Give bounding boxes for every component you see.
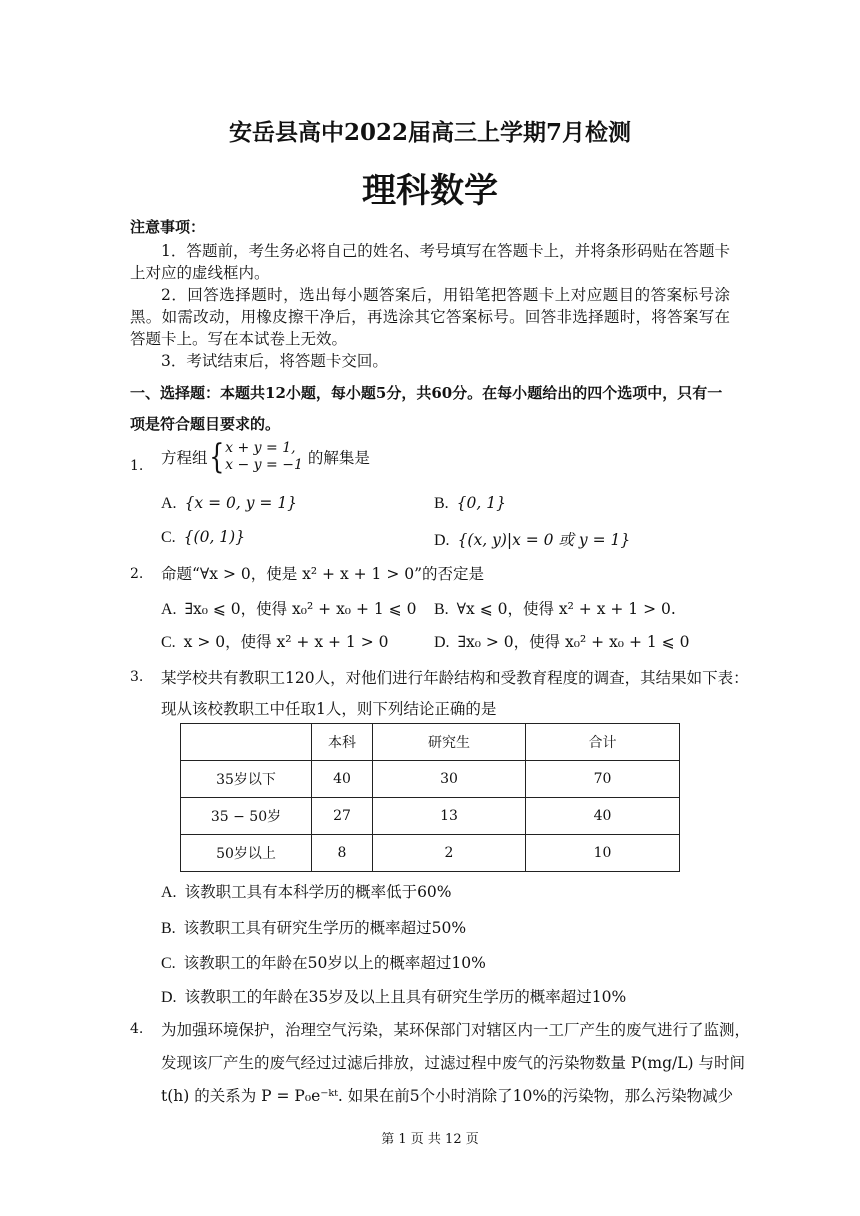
table-row	[181, 798, 680, 835]
option-b[interactable]: B. ∀x ⩽ 0，使得 x² + x + 1 > 0.	[434, 600, 676, 618]
notes-heading: 注意事项：	[130, 218, 206, 236]
table-header-row	[181, 724, 680, 761]
question-4-line1: 为加强环境保护，治理空气污染，某环保部门对辖区内一工厂产生的废气进行了监测，	[161, 1021, 751, 1039]
option-d[interactable]: D. 该教职工的年龄在35岁及以上且具有研究生学历的概率超过10%	[161, 988, 627, 1006]
table-cell: 50岁以上	[181, 835, 312, 872]
table-cell: 合计	[526, 724, 680, 761]
table-cell: 35岁以下	[181, 761, 312, 798]
question-4-line3: t(h) 的关系为 P = P₀e⁻ᵏᵗ. 如果在前5个小时消除了10%的污染物，那么污染物减少	[161, 1087, 734, 1105]
page-footer: 第 1 页 共 12 页	[381, 1132, 479, 1147]
option-c[interactable]: C. {(0, 1)}	[161, 528, 246, 546]
table-row	[181, 761, 680, 798]
question-2-stem: 命题“∀x > 0，使是 x² + x + 1 > 0”的否定是	[161, 565, 485, 583]
note-item-2: 2．回答选择题时，选出每小题答案后，用铅笔把答题卡上对应题目的答案标号涂黑。如需改动，用橡皮擦干净后，再选涂其它答案标号。回答非选择题时，将答案写在答题卡上。写在本试卷上无效。	[130, 286, 730, 348]
survey-table	[180, 723, 680, 872]
table-row	[181, 835, 680, 872]
option-d[interactable]: D. ∃x₀ > 0，使得 x₀² + x₀ + 1 ⩽ 0	[434, 633, 690, 651]
question-number: 2.	[130, 566, 144, 582]
table-cell	[181, 724, 312, 761]
table-cell: 10	[526, 835, 680, 872]
option-c[interactable]: C. x > 0，使得 x² + x + 1 > 0	[161, 633, 389, 651]
question-3-stem-line2: 现从该校教职工中任取1人，则下列结论正确的是	[161, 700, 497, 718]
option-b[interactable]: B. {0, 1}	[434, 494, 506, 512]
question-4-line2: 发现该厂产生的废气经过过滤后排放，过滤过程中废气的污染物数量 P(mg/L) 与时间	[161, 1054, 746, 1072]
table-cell: 30	[373, 761, 526, 798]
table-cell: 本科	[312, 724, 373, 761]
option-a[interactable]: A. 该教职工具有本科学历的概率低于60%	[161, 883, 452, 901]
question-number: 3.	[130, 669, 144, 685]
table-cell: 40	[312, 761, 373, 798]
table-cell: 35 − 50岁	[181, 798, 312, 835]
table-cell: 13	[373, 798, 526, 835]
question-3-stem-line1: 某学校共有教职工120人，对他们进行年龄结构和受教育程度的调查，其结果如下表：	[161, 669, 749, 687]
subject-title: 理科数学	[362, 171, 498, 211]
question-1-stem: 方程组{x + y = 1, x − y = −1 的解集是	[161, 437, 370, 477]
question-number: 1.	[130, 458, 144, 474]
note-item-1: 1．答题前，考生务必将自己的姓名、考号填写在答题卡上，并将条形码贴在答题卡上对应的虚线框内。	[130, 242, 730, 282]
table-cell: 研究生	[373, 724, 526, 761]
option-c[interactable]: C. 该教职工的年龄在50岁以上的概率超过10%	[161, 954, 486, 972]
table-cell: 8	[312, 835, 373, 872]
table-cell: 2	[373, 835, 526, 872]
option-b[interactable]: B. 该教职工具有研究生学历的概率超过50%	[161, 919, 467, 937]
section-heading: 一、选择题：本题共12小题，每小题5分，共60分。在每小题给出的四个选项中，只有一项是符合题目要求的。	[130, 384, 723, 433]
question-number: 4.	[130, 1021, 144, 1037]
option-a[interactable]: A. ∃x₀ ⩽ 0，使得 x₀² + x₀ + 1 ⩽ 0	[161, 600, 417, 618]
option-d[interactable]: D. {(x, y)|x = 0 或 y = 1}	[434, 531, 631, 549]
table-cell: 27	[312, 798, 373, 835]
note-item-3: 3．考试结束后，将答题卡交回。	[161, 352, 388, 370]
table-cell: 40	[526, 798, 680, 835]
table-cell: 70	[526, 761, 680, 798]
exam-title: 安岳县高中2022届高三上学期7月检测	[228, 119, 632, 146]
option-a[interactable]: A. {x = 0, y = 1}	[161, 494, 298, 512]
